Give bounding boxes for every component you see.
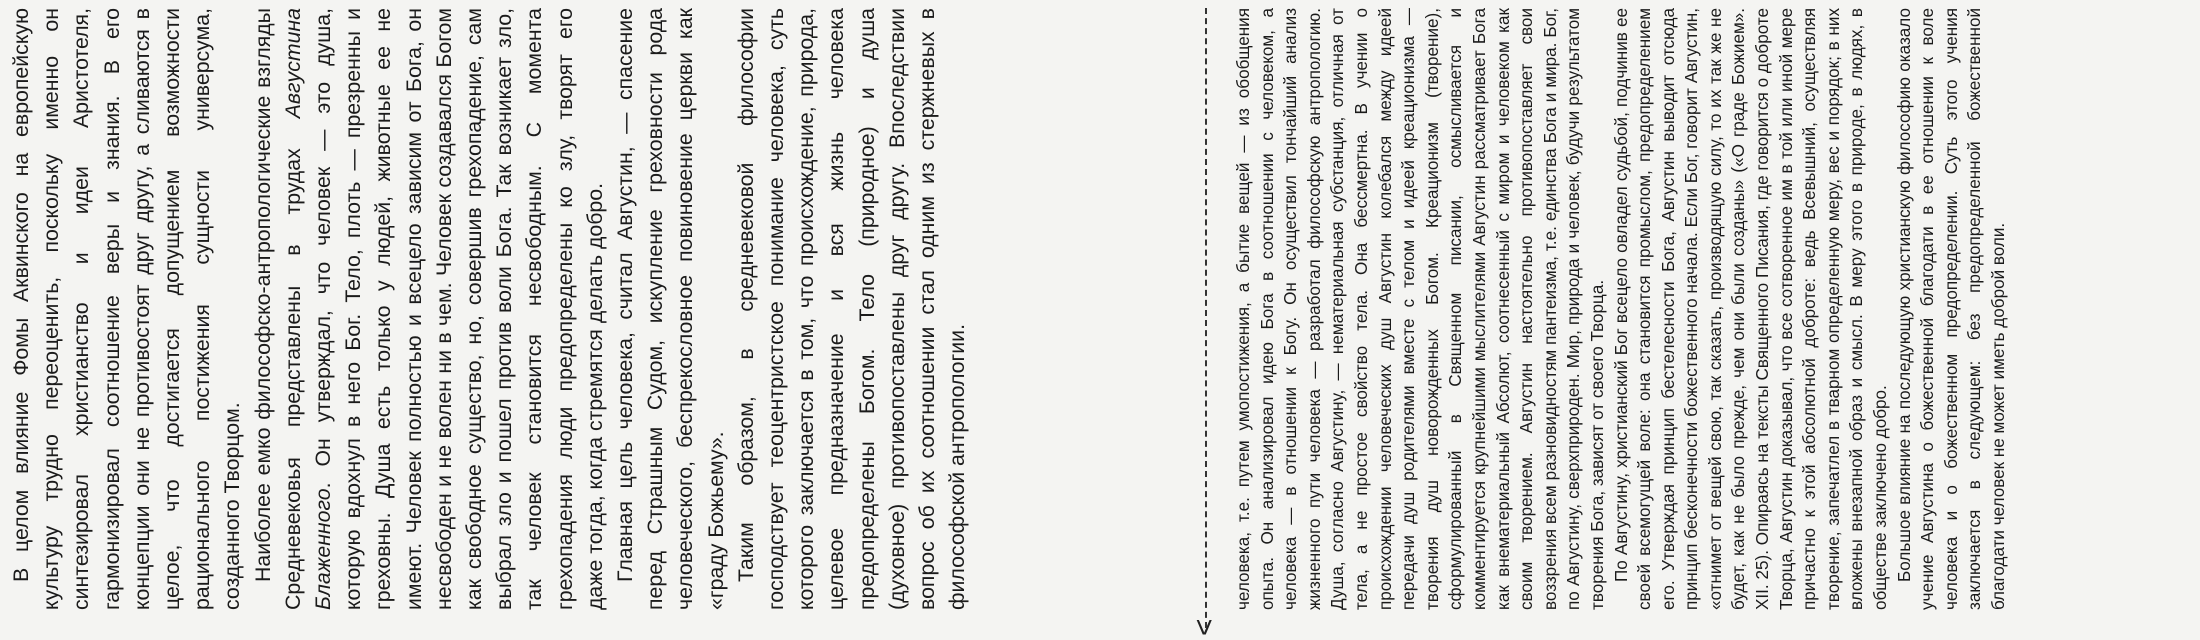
augustine-name-italic: Августина Блаженного [280, 8, 336, 610]
paragraph-conclusion: Таким образом, в средневековой философии господствует теоцентристское понимание человека, суть которого заключается в том, что происхождение, природа, целевое предназначение и вся жизнь человека предопределены Богом. Тело (природное) и душа (духовное) противопоставлены друг другу. Впоследствии вопрос об их соотношении стал одним из стержневых в философской антропологии. [733, 8, 970, 610]
lower-text-block [1232, 8, 2011, 610]
paragraph-augustine-views [248, 8, 610, 610]
paragraph-aquinas-influence: В целом влияние Фомы Аквинского на европейскую культуру трудно переоценить, поскольку именно он синтезировал христианство и идеи Аристотеля, гармонизировал соотношение веры и знания. В его концепции они не противостоят друг другу, а сливаются в целое, что достигается допущением возможности рационального постижения сущности универсума, созданного Творцом. [9, 8, 245, 610]
page-break-marker: < [1188, 618, 1221, 636]
paragraph-text: . Он утверждал, что человек — это душа, которую вдохнул в него Бог. Тело, плоть — презренны и греховны. Душа есть только у людей, животные ее не имеют. Человек полностью и всецело зависим от Бога, он несвободен и не волен ни в чем. Человек создавался Богом как свободное существо, но, совершив грехопадение, сам выбрал зло и пошел против воли Бога. Так возникает зло, так человек становится несвободным. С момента грехопадения люди предопределены ко злу, творят его даже тогда, когда стремятся делать добро. [311, 8, 607, 610]
paragraph-grace: Большое влияние на последующую христианскую философию оказало учение Августина о божественной благодати в ее отношении к воле человека и о божественном предопределении. Суть этого учения заключается в следующем: без предопределенной божественной благодати человек не может иметь доброй воли. [1894, 8, 2008, 610]
upper-text-block [6, 8, 973, 610]
paragraph-text: Наиболее емко философско-антропологические взгляды Средневековья представлены в трудах [250, 8, 305, 610]
paragraph-main-goal: Главная цель человека, считал Августин, — спасение перед Страшным Судом, искупление греховности рода человеческого, беспрекословное повиновение церкви как «граду Божьему». [613, 8, 728, 610]
page-break-dashed-line [1205, 8, 1207, 628]
paragraph-soul-substance: человека, т.е. путем умопостижения, а бытие вещей — из обобщения опыта. Он анализировал идею Бога в соотношении с человеком, а человека — в отношении к Богу. Он осуществил тончайший анализ жизненного пути человека — разработал философскую антропологию. Душа, согласно Августину, — нематериальная субстанция, отличная от тела, а не простое свойство тела. Она бессмертна. В учении о происхождении человеческих душ Августин колебался между идеей передачи душ родителями вместе с телом и идеей креационизма — творения душ новорожденных Богом. Креационизм (творение), сформулированный в Священном писании, осмысливается и комментируется крупнейшими мыслителями Августин рассматривает Бога как внематериальный Абсолют, соотнесенный с миром и человеком как своим творением. Августин настоятельно противопоставляет свои воззрения всем разновидностям пантеизма, т.е. единства Бога и мира. Бог, по Августину, сверхприроден. Мир, природа и человек, будучи результатом творения Бога, зависят от своего Творца. [1234, 8, 1607, 610]
paragraph-god-will: По Августину, христианский Бог всецело овладел судьбой, подчинив ее своей всемогущей воле: она становится промыслом, предопределением его. Утверждая принцип бестелесности Бога, Августин выводит отсюда принцип бесконечности божественного начала. Если Бог, говорит Августин, «отнимет от вещей свою, так сказать, производящую силу, то их так же не будет, как не было прежде, чем они были созданы» («О граде Божием». XII. 25). Опираясь на тексты Священного Писания, где говорится о доброте Творца, Августин доказывал, что все сотворенное им в той или иной мере причастно к этой абсолютной доброте: ведь Всевышний, осуществляя творение, запечатлел в тварном определенную меру, вес и порядок; в них вложены внезапной образ и смысл. В меру этого в природе, в людях, в обществе заключено добро. [1611, 8, 1891, 610]
